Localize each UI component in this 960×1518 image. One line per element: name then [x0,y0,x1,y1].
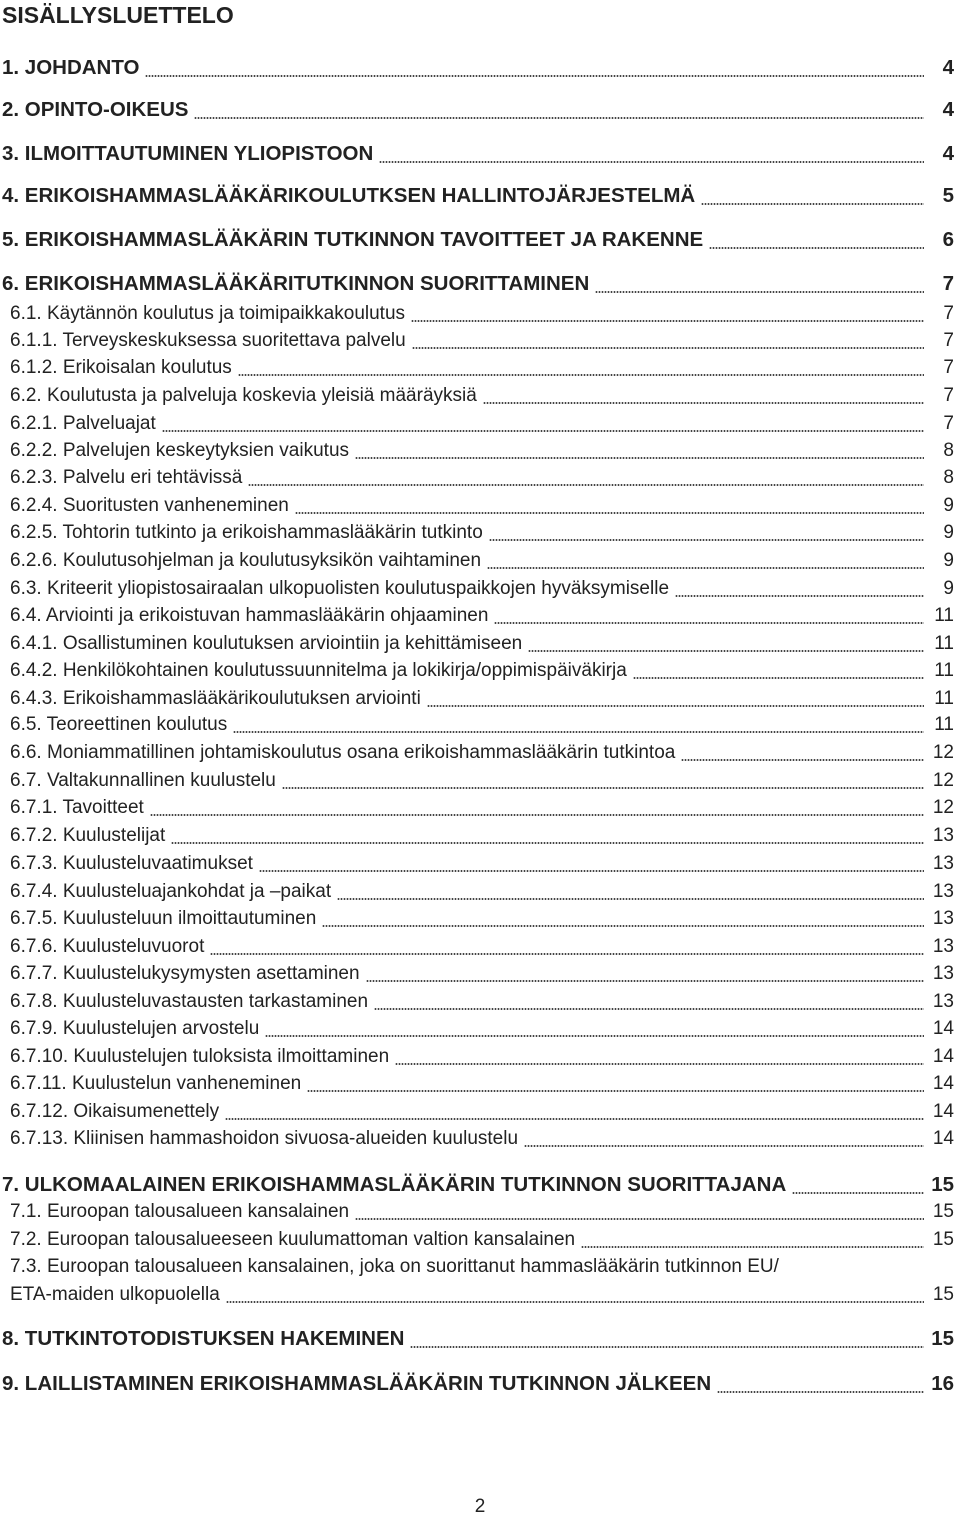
toc-entry-page: 15 [932,1201,954,1222]
dot-leader [395,1062,924,1066]
toc-entry[interactable] [0,1073,960,1095]
toc-entry[interactable] [0,522,960,544]
dot-leader [282,786,924,790]
toc-entry-page: 9 [943,522,954,543]
dot-leader [528,649,924,653]
dot-leader [379,160,924,164]
toc-entry-page: 13 [932,853,954,874]
toc-entry-label: 6.7. Valtakunnallinen kuulustelu [10,770,276,791]
toc-entry-label: 6.4.1. Osallistuminen koulutuksen arviointiin ja kehittämiseen [10,633,523,654]
dot-leader [675,594,924,598]
toc-entry-label: 6.7.11. Kuulustelun vanheneminen [10,1073,302,1094]
toc-entry-label: 6.7.13. Kliinisen hammashoidon sivuosa-alueiden kuulustelu [10,1128,519,1149]
toc-entry[interactable] [0,184,960,208]
toc-entry-label: 4. ERIKOISHAMMASLÄÄKÄRIKOULUTKSEN HALLINTOJÄRJESTELMÄ [2,184,696,207]
toc-entry-label: 7.1. Euroopan talousalueen kansalainen [10,1201,350,1222]
toc-entry-label: 6.4. Arviointi ja erikoistuvan hammaslääkärin ohjaaminen [10,605,489,626]
toc-entry-page: 15 [931,1173,954,1196]
toc-entry-label: 6.7.3. Kuulusteluvaatimukset [10,853,253,874]
toc-entry-label: 6.1.2. Erikoisalan koulutus [10,357,232,378]
toc-entry-label: 6.5. Teoreettinen koulutus [10,714,228,735]
toc-entry-label: 6.1.1. Terveyskeskuksessa suoritettava palvelu [10,330,406,351]
toc-entry-page: 9 [943,550,954,571]
toc-entry-label: 1. JOHDANTO [2,56,140,79]
dot-leader [337,897,924,901]
toc-entry-page: 13 [932,963,954,984]
toc-entry[interactable] [0,142,960,166]
toc-entry-label: 9. LAILLISTAMINEN ERIKOISHAMMASLÄÄKÄRIN TUTKINNON JÄLKEEN [2,1372,712,1395]
dot-leader [489,538,924,542]
dot-leader [322,924,924,928]
dot-leader [581,1245,924,1249]
dot-leader [427,704,924,708]
toc-entry-page: 11 [934,633,954,654]
toc-entry-label: 6.7.2. Kuulustelijat [10,825,166,846]
toc-entry-page: 4 [942,142,954,165]
dot-leader [171,841,924,845]
toc-entry-page: 11 [934,605,954,626]
toc-entry-label: 6.6. Moniammatillinen johtamiskoulutus osana erikoishammaslääkärin tutkintoa [10,742,676,763]
dot-leader [633,676,924,680]
toc-entry[interactable] [0,633,960,655]
toc-entry-page: 15 [932,1229,954,1250]
toc-entry-label: 7. ULKOMAALAINEN ERIKOISHAMMASLÄÄKÄRIN TUTKINNON SUORITTAJANA [2,1173,787,1196]
toc-entry-page: 13 [932,908,954,929]
toc-entry-label: 6.2.3. Palvelu eri tehtävissä [10,467,243,488]
toc-entry-page: 9 [943,578,954,599]
dot-leader [226,1300,924,1304]
toc-entry-page: 14 [932,1073,954,1094]
toc-entry[interactable] [0,272,960,296]
toc-entry[interactable] [0,770,960,792]
toc-entry-label: ETA-maiden ulkopuolella [10,1284,220,1305]
toc-entry[interactable] [0,1327,960,1351]
toc-entry-label: 6.2.2. Palvelujen keskeytyksien vaikutus [10,440,350,461]
toc-entry-label: 6.4.2. Henkilökohtainen koulutussuunnitelma ja lokikirja/oppimispäiväkirja [10,660,627,681]
toc-entry-page: 14 [932,1128,954,1149]
toc-entry[interactable] [0,991,960,1013]
toc-entry-label: 3. ILMOITTAUTUMINEN YLIOPISTOON [2,142,374,165]
toc-entry-page: 8 [943,440,954,461]
toc-entry-label: 6.2. Koulutusta ja palveluja koskevia yleisiä määräyksiä [10,385,477,406]
dot-leader [194,116,924,120]
toc-entry-page: 5 [942,184,954,207]
dot-leader [162,429,924,433]
toc-entry[interactable] [0,1256,960,1278]
toc-entry-label: 6.4.3. Erikoishammaslääkärikoulutuksen arviointi [10,688,421,709]
toc-entry-label: 6.7.7. Kuulustelukysymysten asettaminen [10,963,360,984]
dot-leader [150,813,924,817]
dot-leader [595,290,924,294]
dot-leader [412,346,924,350]
toc-entry[interactable] [0,1173,960,1197]
toc-entry[interactable] [0,963,960,985]
toc-entry-label: 6.7.4. Kuulusteluajankohdat ja –paikat [10,881,332,902]
toc-entry[interactable] [0,853,960,875]
dot-leader [238,373,924,377]
toc-entry[interactable] [0,908,960,930]
dot-leader [483,401,924,405]
toc-entry[interactable] [0,936,960,958]
toc-entry-page: 7 [943,303,954,324]
toc-entry-label: 6.7.12. Oikaisumenettely [10,1101,220,1122]
dot-leader [411,319,924,323]
toc-entry[interactable] [0,714,960,736]
dot-leader [792,1191,924,1195]
toc-entry[interactable] [0,1018,960,1040]
toc-entry-label: 2. OPINTO-OIKEUS [2,98,189,121]
toc-entry-label: 6.7.5. Kuulusteluun ilmoittautuminen [10,908,317,929]
dot-leader [701,202,924,206]
toc-entry[interactable] [0,357,960,379]
dot-leader [145,74,924,78]
toc-entry[interactable] [0,1046,960,1068]
toc-entry-page: 13 [932,936,954,957]
toc-entry[interactable] [0,742,960,764]
toc-entry-page: 7 [943,357,954,378]
toc-entry-page: 4 [942,98,954,121]
toc-entry[interactable] [0,881,960,903]
toc-entry[interactable] [0,1128,960,1150]
toc-entry-page: 15 [931,1327,954,1350]
toc-entry-page: 12 [932,770,954,791]
toc-entry[interactable] [0,1372,960,1396]
toc-entry-label: 6. ERIKOISHAMMASLÄÄKÄRITUTKINNON SUORITTAMINEN [2,272,590,295]
toc-entry-page: 14 [932,1046,954,1067]
toc-entry-page: 13 [932,825,954,846]
toc-entry-label: 6.7.8. Kuulusteluvastausten tarkastaminen [10,991,369,1012]
toc-entry[interactable] [0,495,960,517]
toc-entry-label: 6.7.10. Kuulustelujen tuloksista ilmoittaminen [10,1046,390,1067]
toc-entry[interactable] [0,1101,960,1123]
toc-entry[interactable] [0,660,960,682]
toc-entry-label: 6.1. Käytännön koulutus ja toimipaikkakoulutus [10,303,406,324]
toc-entry-page: 12 [932,742,954,763]
toc-entry-label: 6.7.6. Kuulusteluvuorot [10,936,205,957]
toc-entry-label: 6.2.6. Koulutusohjelman ja koulutusyksikön vaihtaminen [10,550,482,571]
dot-leader [295,511,924,515]
toc-entry-page: 13 [932,991,954,1012]
dot-leader [717,1390,924,1394]
dot-leader [681,758,924,762]
toc-entry-page: 7 [943,385,954,406]
dot-leader [487,566,924,570]
toc-entry[interactable] [0,825,960,847]
dot-leader [248,483,924,487]
dot-leader [709,246,924,250]
toc-entry-label: 6.7.9. Kuulustelujen arvostelu [10,1018,260,1039]
toc-entry-page: 11 [934,714,954,735]
toc-entry-page: 12 [932,797,954,818]
toc-entry-page: 15 [932,1284,954,1305]
toc-entry-label: 7.2. Euroopan talousalueeseen kuulumattoman valtion kansalainen [10,1229,576,1250]
toc-entry-label: 6.7.1. Tavoitteet [10,797,144,818]
toc-entry-page: 8 [943,467,954,488]
toc-entry[interactable] [0,1284,960,1306]
toc-entry[interactable] [0,413,960,435]
dot-leader [355,456,924,460]
dot-leader [410,1345,924,1349]
toc-entry-page: 9 [943,495,954,516]
toc-entry-label: 5. ERIKOISHAMMASLÄÄKÄRIN TUTKINNON TAVOITTEET JA RAKENNE [2,228,704,251]
toc-entry-label: 6.2.4. Suoritusten vanheneminen [10,495,289,516]
toc-entry[interactable] [0,467,960,489]
toc-entry[interactable] [0,578,960,600]
dot-leader [355,1217,924,1221]
toc-entry[interactable] [0,303,960,325]
toc-entry-page: 16 [931,1372,954,1395]
toc-entry-label: 8. TUTKINTOTODISTUKSEN HAKEMINEN [2,1327,405,1350]
dot-leader [233,730,924,734]
toc-entry[interactable] [0,797,960,819]
toc-entry-page: 7 [943,330,954,351]
toc-entry-label: 6.3. Kriteerit yliopistosairaalan ulkopuolisten koulutuspaikkojen hyväksymiselle [10,578,670,599]
toc-entry-page: 11 [934,660,954,681]
toc-entry[interactable] [0,330,960,352]
toc-entry[interactable] [0,1201,960,1223]
toc-entry[interactable] [0,385,960,407]
toc-entry-page: 13 [932,881,954,902]
toc-entry[interactable] [0,440,960,462]
page-number: 2 [474,1496,486,1517]
dot-leader [265,1034,924,1038]
dot-leader [524,1144,924,1148]
toc-entry-label: 7.3. Euroopan talousalueen kansalainen, joka on suorittanut hammaslääkärin tutkinnon EU/ [10,1256,779,1277]
toc-entry-label: 6.2.1. Palveluajat [10,413,156,434]
toc-entry[interactable] [0,56,960,80]
dot-leader [374,1007,924,1011]
dot-leader [494,621,924,625]
toc-entry[interactable] [0,688,960,710]
toc-entry-page: 14 [932,1018,954,1039]
toc-entry[interactable] [0,228,960,252]
toc-entry-page: 7 [942,272,954,295]
dot-leader [259,869,924,873]
toc-entry-page: 7 [943,413,954,434]
toc-entry[interactable] [0,605,960,627]
toc-entry[interactable] [0,98,960,122]
dot-leader [225,1117,924,1121]
toc-entry[interactable] [0,550,960,572]
toc-entry-page: 11 [934,688,954,709]
toc-entry-page: 6 [942,228,954,251]
toc-entry[interactable] [0,1229,960,1251]
dot-leader [210,952,924,956]
toc-entry-label: 6.2.5. Tohtorin tutkinto ja erikoishammaslääkärin tutkinto [10,522,483,543]
dot-leader [307,1089,924,1093]
dot-leader [366,979,924,983]
toc-entry-page: 14 [932,1101,954,1122]
toc-title: SISÄLLYSLUETTELO [2,2,234,28]
toc-entry-page: 4 [942,56,954,79]
